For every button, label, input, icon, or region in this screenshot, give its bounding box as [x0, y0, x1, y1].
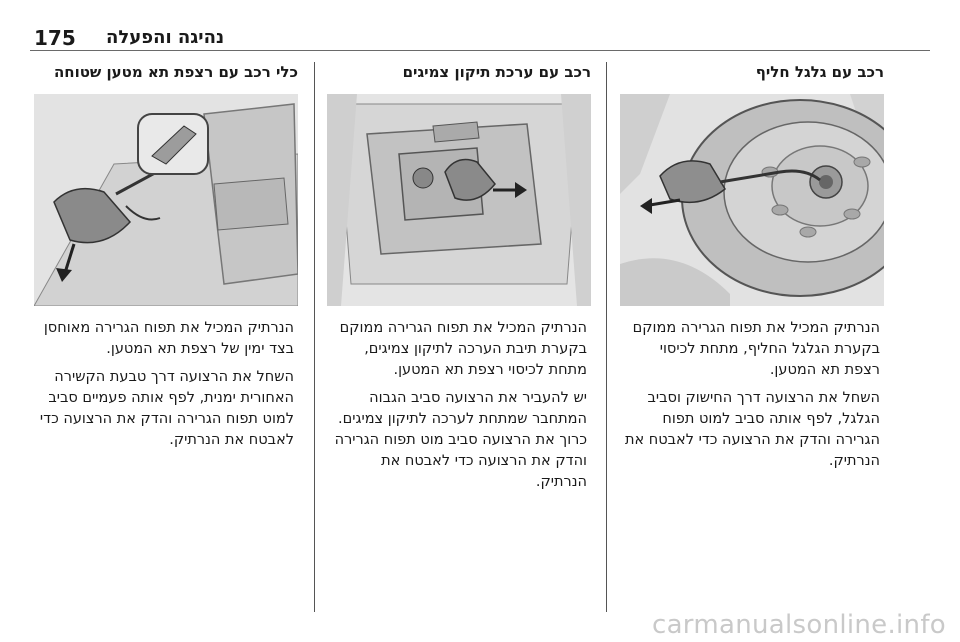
section-title: רכב עם גלגל חליף: [755, 63, 884, 81]
instruction-paragraph: הנרתיק המכיל את תפוח הגרירה ממוקם בקערת הגלגל החליף, מתחת לכיסוי רצפת תא המטען.: [632, 320, 880, 378]
instruction-paragraph: השחל את הרצועה דרך החישוק וסביב הגלגל, לפף אותה סביב למוט תפוח הגרירה והדק את הרצועה כדי לאבטח את הנרתיק.: [624, 390, 880, 469]
column-divider: [606, 62, 607, 612]
tyre-repair-kit-illustration-icon: [327, 94, 591, 306]
instruction-paragraph: הנרתיק המכיל את תפוח הגרירה ממוקם בקערת תיבת הערכה לתיקון צמיגים, מתחת לכיסוי רצפת תא המטען.: [339, 320, 587, 378]
column-divider: [314, 62, 315, 612]
section-title: רכב עם ערכת תיקון צמיגים: [402, 63, 591, 81]
instruction-paragraph: השחל את הרצועה דרך טבעת הקשירה האחורית ימנית, לפף אותה פעמיים סביב למוט תפוח הגרירה והדק את הרצועה כדי לאבטח את הנרתיק.: [39, 369, 294, 448]
section-spare-wheel: [620, 62, 884, 472]
section-title: כלי רכב עם רצפת תא מטען שטוחה: [53, 63, 298, 81]
spare-wheel-illustration-icon: [620, 94, 884, 306]
watermark: carmanualsonline.info: [651, 610, 946, 640]
section-tyre-repair-kit: [327, 62, 591, 493]
chapter-title: נהיגה והפעלה: [106, 27, 225, 48]
instruction-paragraph: יש להעביר את הרצועה סביב הגבוה המתחבר שמתחת לערכה לתיקון צמיגים. כרוך את הרצועה סביב מוט תפוח הגרירה והדק את הרצועה כדי לאבטח את הנרתיק.: [334, 390, 587, 490]
flat-floor-luggage-illustration-icon: [34, 94, 298, 306]
page-header: [30, 26, 930, 51]
section-flat-floor: [34, 62, 298, 451]
instruction-paragraph: הנרתיק המכיל את תפוח הגרירה מאוחסן בצד ימין של רצפת תא המטען.: [43, 320, 294, 357]
page-number: 175: [34, 26, 76, 50]
